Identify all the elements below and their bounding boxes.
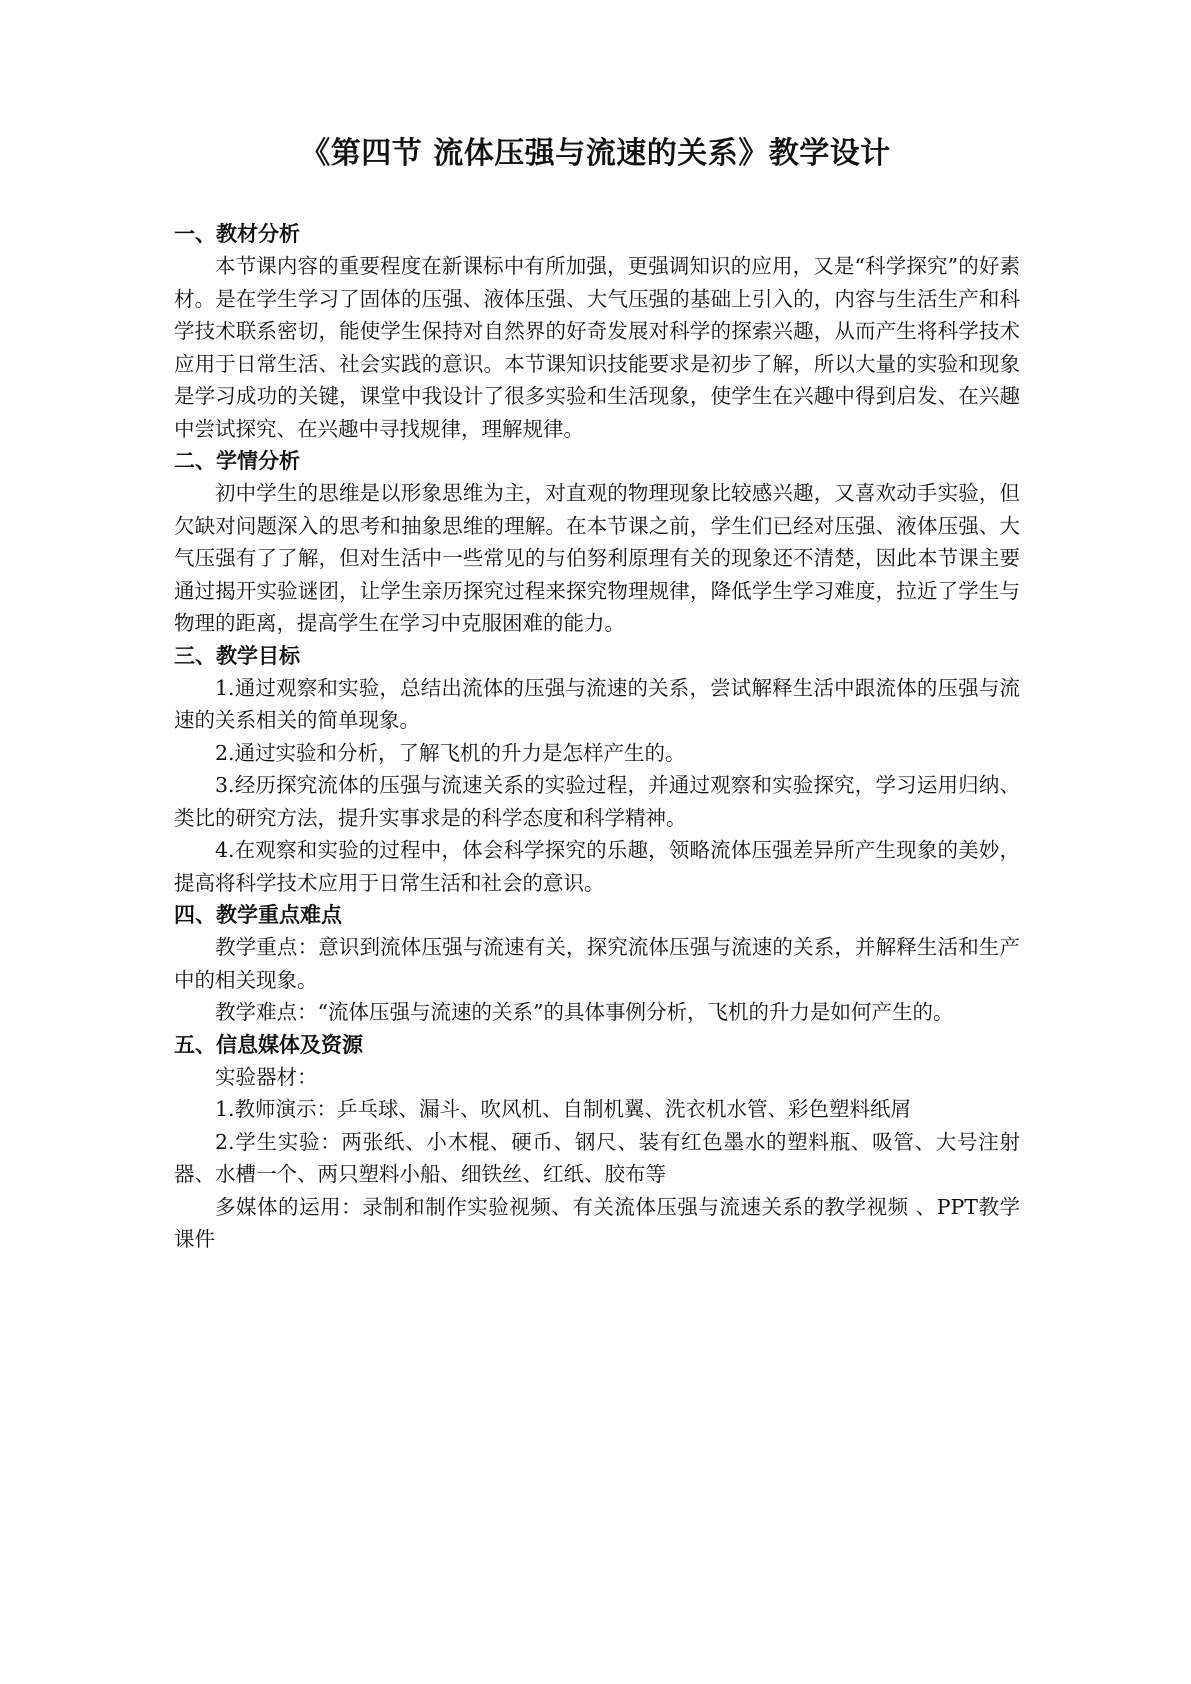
section-key-points — [174, 899, 1020, 1029]
section-student-analysis — [174, 445, 1020, 640]
paragraph: 初中学生的思维是以形象思维为主，对直观的物理现象比较感兴趣，又喜欢动手实验，但欠缺对问题深入的思考和抽象思维的理解。在本节课之前，学生们已经对压强、液体压强、大气压强有了了解，但对生活中一些常见的与伯努利原理有关的现象还不清楚，因此本节课主要通过揭开实验谜团，让学生亲历探究过程来探究物理规律，降低学生学习难度，拉近了学生与物理的距离，提高学生在学习中克服困难的能力。 — [174, 481, 1020, 635]
objective-item: 3.经历探究流体的压强与流速关系的实验过程，并通过观察和实验探究，学习运用归纳、类比的研究方法，提升实事求是的科学态度和科学精神。 — [174, 773, 1020, 830]
document-body — [174, 218, 1020, 1256]
paragraph: 2.学生实验：两张纸、小木棍、硬币、钢尺、装有红色墨水的塑料瓶、吸管、大号注射器、水槽一个、两只塑料小船、细铁丝、红纸、胶布等 — [174, 1129, 1020, 1186]
difficulty-paragraph: 教学难点：“流体压强与流速的关系”的具体事例分析，飞机的升力是如何产生的。 — [215, 1000, 954, 1024]
section-heading: 一、教材分析 — [174, 222, 300, 246]
paragraph: 本节课内容的重要程度在新课标中有所加强，更强调知识的应用，又是“科学探究”的好素材。是在学生学习了固体的压强、液体压强、大气压强的基础上引入的，内容与生活生产和科学技术联系密切，能使学生保持对自然界的好奇发展对科学的探索兴趣，从而产生将科学技术应用于日常生活、社会实践的意识。本节课知识技能要求是初步了解，所以大量的实验和现象是学习成功的关键，课堂中我设计了很多实验和生活现象，使学生在兴趣中得到启发、在兴趣中尝试探究、在兴趣中寻找规律，理解规律。 — [174, 254, 1020, 441]
section-heading: 二、学情分析 — [174, 449, 300, 473]
paragraph: 实验器材： — [215, 1064, 318, 1089]
objective-item: 4.在观察和实验的过程中，体会科学探究的乐趣，领略流体压强差异所产生现象的美妙，提高将科学技术应用于日常生活和社会的意识。 — [174, 838, 1020, 895]
section-teaching-objectives — [174, 640, 1020, 900]
objective-item: 1.通过观察和实验，总结出流体的压强与流速的关系，尝试解释生活中跟流体的压强与流速的关系相关的简单现象。 — [174, 675, 1020, 732]
section-heading: 四、教学重点难点 — [174, 903, 342, 927]
document-title: 《第四节 流体压强与流速的关系》教学设计 — [300, 136, 891, 171]
section-media-resources — [174, 1029, 1020, 1256]
section-heading: 五、信息媒体及资源 — [174, 1032, 363, 1057]
paragraph: 1.教师演示：乒乓球、漏斗、吹风机、自制机翼、洗衣机水管、彩色塑料纸屑 — [215, 1097, 912, 1121]
key-point-paragraph: 教学重点：意识到流体压强与流速有关，探究流体压强与流速的关系，并解释生活和生产中的相关现象。 — [174, 935, 1020, 992]
section-textbook-analysis — [174, 218, 1020, 445]
objective-item: 2.通过实验和分析，了解飞机的升力是怎样产生的。 — [215, 740, 686, 765]
section-heading: 三、教学目标 — [174, 643, 300, 668]
paragraph: 多媒体的运用：录制和制作实验视频、有关流体压强与流速关系的教学视频 、PPT教学课件 — [174, 1194, 1020, 1251]
